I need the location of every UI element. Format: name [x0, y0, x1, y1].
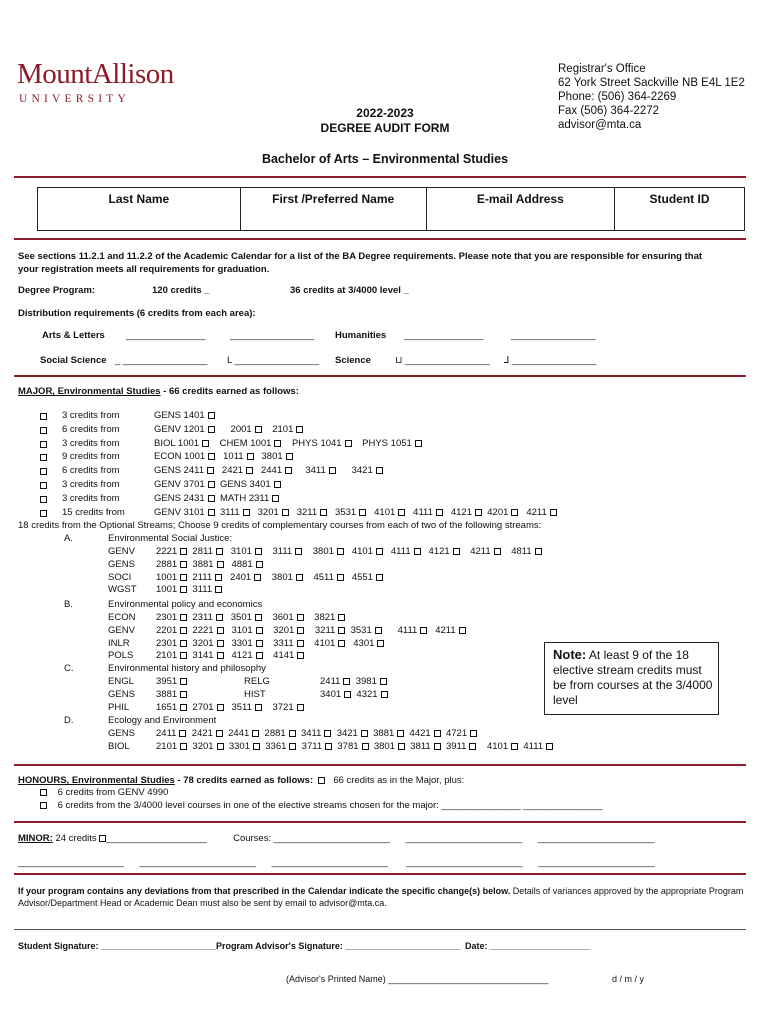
stream-c-courses: 3951 3881 1651 2701 3511 3721 [156, 676, 304, 714]
minor-line: MINOR: 24 credits ___________________ Courses: ______________________ ______________________ ______________________ [18, 833, 655, 844]
arts-letters-label: Arts & Letters [42, 330, 105, 341]
date-format: d / m / y [612, 974, 645, 984]
university-logo-sub: UNIVERSITY [19, 93, 130, 105]
stream-b-courses: 2301 2311 3501 3601 3821 2201 2221 3101 3201 3211 3531 4111 4211 2301 3201 3301 3311 4101 4301 2101 3141 4121 4141 [156, 612, 466, 663]
major-checkbox-column[interactable] [40, 410, 47, 520]
first-name-field[interactable]: First /Preferred Name [240, 188, 426, 231]
program-title: Bachelor of Arts – Environmental Studies [261, 152, 509, 166]
honours-line1: 6 credits from GENV 4990 [40, 787, 168, 798]
humanities-label: Humanities [335, 330, 387, 341]
student-signature[interactable]: Student Signature: _______________________ [18, 941, 217, 951]
stream-c-subjects-2: RELG HIST [244, 676, 270, 700]
registrar-office: Registrar's Office [558, 63, 646, 75]
advisor-printed-name[interactable]: (Advisor's Printed Name) ________________________________ [286, 974, 549, 984]
form-name: DEGREE AUDIT FORM [320, 121, 450, 135]
registrar-fax: Fax (506) 364-2272 [558, 105, 660, 117]
stream-d-subjects: GENS BIOL [108, 728, 135, 752]
email-field[interactable]: E-mail Address [426, 188, 615, 231]
stream-d-courses: 2411 2421 2441 2881 3411 3421 3881 4421 4721 2101 3201 3301 3361 3711 3781 3801 3811 3911 4101 4111 [156, 728, 553, 754]
distribution-label: Distribution requirements (6 credits from each area): [18, 308, 256, 319]
honours-heading: HONOURS, Environmental Studies - 78 credits earned as follows: 66 credits as in the Major, plus: [18, 775, 465, 786]
major-courses-column: GENS 1401 GENV 1201 2001 2101 BIOL 1001 CHEM 1001 PHYS 1041 PHYS 1051 ECON 1001 1011 3801 GENS 2411 2421 2441 3411 3421 GENV 3701 GENS 3401 GENS 2431 MATH 2311 GENV 3101 3111 3201 3211 3531 4101 4111 4121 4201 4211 [154, 409, 557, 519]
stream-c-subjects: ENGL GENS PHIL [108, 676, 135, 713]
intro-line2: your registration meets all requirements for graduation. [18, 264, 270, 275]
stream-b-letter: B. [64, 599, 73, 610]
stream-c-name: Environmental history and philosophy [108, 663, 266, 674]
social-science-label: Social Science [40, 355, 107, 366]
major-heading: MAJOR, Environmental Studies - 66 credits earned as follows: [18, 386, 299, 397]
signature-date[interactable]: Date: ____________________ [465, 941, 591, 951]
university-logo: MountAllison [17, 58, 174, 90]
deviations-line2: Advisor/Department Head or Academic Dean must also be sent by email to advisor@mta.ca. [18, 898, 387, 908]
deviations-line1: If your program contains any deviations from that prescribed in the Calendar indicate the specific change(s) below. Details of variances approved by the appropriate Program [18, 886, 744, 896]
registrar-email[interactable]: advisor@mta.ca [558, 119, 642, 131]
stream-b-subjects: ECON GENV INLR POLS [108, 612, 136, 662]
stream-b-name: Environmental policy and economics [108, 599, 263, 610]
degree-level: 36 credits at 3/4000 level _ [290, 285, 409, 296]
stream-a-subjects: GENV GENS SOCI WGST [108, 546, 137, 596]
registrar-block [558, 62, 745, 132]
optional-streams-text: 18 credits from the Optional Streams; Choose 9 credits of complementary courses from each of two of the following streams: [18, 520, 542, 531]
stream-d-letter: D. [64, 715, 74, 726]
stream-c-courses-2: 2411 3981 3401 4321 [320, 676, 388, 702]
stream-d-name: Ecology and Environment [108, 715, 217, 726]
student-id-field[interactable]: Student ID [615, 188, 745, 231]
stream-a-name: Environmental Social Justice: [108, 533, 233, 544]
minor-blank-lines[interactable]: ____________________ ______________________ ______________________ ______________________ ______________________ [18, 857, 655, 868]
form-title [290, 106, 480, 136]
registrar-address: 62 York Street Sackville NB E4L 1E2 [558, 77, 745, 89]
advisor-signature[interactable]: Program Advisor's Signature: _______________________ [216, 941, 461, 951]
degree-credits: 120 credits _ [152, 285, 210, 296]
intro-line1: See sections 11.2.1 and 11.2.2 of the Academic Calendar for a list of the BA Degree requirements. Please note that you are responsible for ensuring that [18, 251, 703, 262]
form-year: 2022-2023 [356, 106, 414, 120]
degree-program-label: Degree Program: [18, 285, 96, 296]
major-credits-column: 3 credits from 6 credits from 3 credits from 9 credits from 6 credits from 3 credits from 3 credits from 15 credits from [62, 410, 125, 518]
note-box: Note: At least 9 of the 18 elective stream credits must be from courses at the 3/4000 level [544, 642, 719, 715]
registrar-phone: Phone: (506) 364-2269 [558, 91, 677, 103]
stream-a-courses: 2221 2811 3101 3111 3801 4101 4111 4121 4211 4811 2881 3881 4881 1001 2111 2401 3801 4511 4551 1001 3111 [156, 546, 542, 597]
last-name-field[interactable]: Last Name [38, 188, 241, 231]
stream-a-letter: A. [64, 533, 73, 544]
honours-checkbox[interactable] [318, 777, 325, 784]
science-label: Science [335, 355, 371, 366]
student-info-table [37, 187, 745, 231]
stream-c-letter: C. [64, 663, 74, 674]
honours-line2: 6 credits from the 3/4000 level courses in one of the elective streams chosen for the major: _______________ _______________ [40, 800, 603, 811]
